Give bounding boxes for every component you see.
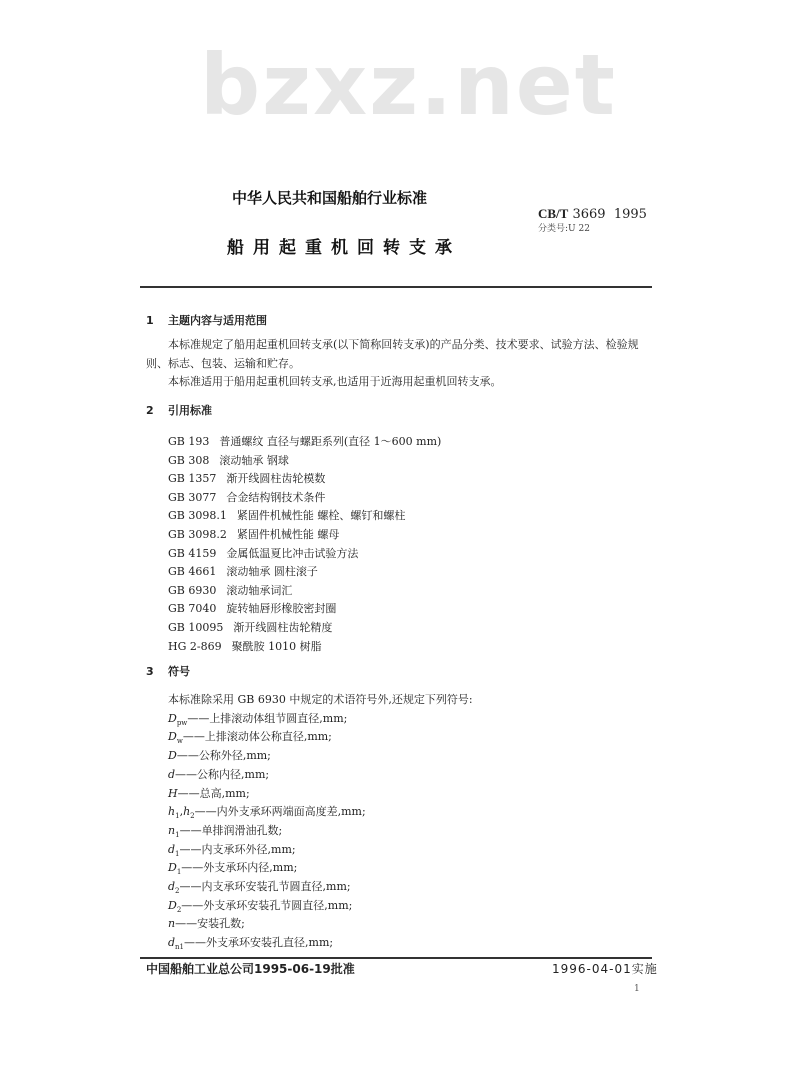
section-number: 1 (146, 314, 154, 327)
symbol-item (168, 785, 473, 804)
paragraph-continuation: 则、标志、包装、运输和贮存。 (146, 356, 300, 370)
standard-code (538, 206, 647, 222)
reference-title: 滚动轴承 钢球 (219, 453, 289, 467)
symbol-item (168, 878, 473, 897)
reference-code: GB 10095 (168, 620, 224, 634)
symbol-description: ——单排润滑油孔数; (179, 823, 283, 837)
symbol-description: ——安装孔数; (175, 917, 245, 931)
symbol-description: ——外支承环安装孔直径,mm; (184, 936, 334, 950)
symbol: d (168, 880, 176, 894)
section-number: 3 (146, 665, 154, 678)
reference-title: 金属低温夏比冲击试验方法 (226, 546, 359, 560)
symbol-subscript: 2 (175, 887, 180, 896)
reference-code: GB 4159 (168, 546, 217, 560)
reference-code: HG 2-869 (168, 639, 222, 653)
reference-code: GB 193 (168, 435, 210, 448)
symbol-item (168, 766, 473, 785)
symbol-subscript: 1 (175, 831, 180, 840)
symbol-description: ——总高,mm; (177, 786, 250, 800)
symbol-subscript: 1 (175, 812, 180, 821)
symbol-subscript: 1 (175, 849, 180, 858)
reference-title: 合金结构钢技术条件 (226, 490, 326, 504)
symbol-subscript: n1 (175, 943, 185, 952)
reference-item (168, 452, 441, 471)
symbol-description: ——内外支承环两端面高度差,mm; (194, 805, 366, 819)
reference-code: GB 6930 (168, 583, 217, 597)
symbol: d (168, 842, 176, 856)
symbol-item (168, 822, 473, 841)
symbol-description: ——公称外径,mm; (176, 749, 271, 763)
reference-code: GB 3098.2 (168, 527, 227, 541)
standard-code-prefix: CB/T (538, 206, 569, 221)
reference-item (168, 563, 441, 582)
reference-code: GB 4661 (168, 565, 217, 579)
reference-title: 旋转轴唇形橡胶密封圈 (226, 602, 337, 616)
standard-code-number: 3669 1995 (572, 207, 647, 222)
reference-title: 滚动轴承词汇 (226, 583, 293, 597)
reference-item (168, 545, 441, 564)
symbol: H (168, 786, 178, 800)
section-heading-2 (146, 404, 212, 418)
reference-code: GB 1357 (168, 472, 217, 486)
symbol: D (168, 898, 177, 912)
section-title: 主题内容与适用范围 (168, 314, 267, 327)
symbol: n (168, 917, 176, 931)
symbol-item (168, 728, 473, 747)
reference-title: 渐开线圆柱齿轮精度 (233, 620, 333, 634)
symbol-description: ——内支承环外径,mm; (179, 842, 296, 856)
symbol: d (168, 767, 176, 781)
reference-code: GB 3098.1 (168, 509, 227, 523)
reference-item (168, 489, 441, 508)
section-title: 符号 (168, 665, 190, 678)
reference-code: GB 7040 (168, 602, 217, 616)
reference-title: 紧固件机械性能 螺栓、螺钉和螺柱 (236, 509, 406, 523)
page-number: 1 (634, 984, 640, 994)
symbol-item: $h_1,h_2——$内外支承环两端面高度差,mm; (168, 805, 366, 821)
symbol-item (168, 934, 473, 953)
reference-list (168, 433, 441, 656)
watermark: bzxz.net (200, 36, 617, 134)
symbol-item (168, 710, 473, 729)
symbol: D (168, 711, 177, 725)
paragraph: 本标准适用于船用起重机回转支承,也适用于近海用起重机回转支承。 (168, 375, 502, 388)
paragraph: 本标准规定了船用起重机回转支承(以下简称回转支承)的产品分类、技术要求、试验方法、检验规 (168, 338, 639, 351)
symbol-subscript: 2 (190, 812, 195, 821)
symbol: n (168, 823, 176, 837)
symbol-description: ——上排滚动体公称直径,mm; (182, 730, 332, 744)
standard-organization: 中华人民共和国船舶行业标准 (232, 189, 428, 207)
symbol-item (168, 915, 473, 934)
reference-code: GB 3077 (168, 490, 217, 504)
symbol-description: ——内支承环安装孔节圆直径,mm; (179, 880, 351, 894)
reference-item (168, 619, 441, 638)
reference-item (168, 600, 441, 619)
section-1-body (146, 336, 656, 392)
reference-code: GB 308 (168, 453, 210, 467)
reference-title: 滚动轴承 圆柱滚子 (226, 565, 318, 579)
reference-item (168, 433, 441, 452)
document-title: 船用起重机回转支承 (227, 238, 461, 258)
symbol-subscript: pw (176, 718, 188, 727)
symbols-intro: 本标准除采用 GB 6930 中规定的术语符号外,还规定下列符号: (168, 693, 473, 706)
footer-divider (140, 957, 652, 959)
reference-title: 紧固件机械性能 螺母 (236, 527, 340, 541)
symbol: d (168, 936, 176, 950)
symbol-subscript: w (176, 737, 183, 746)
section-number: 2 (146, 404, 154, 417)
reference-item (168, 507, 441, 526)
reference-title: 聚酰胺 1010 树脂 (231, 639, 322, 653)
symbol-subscript: 1 (176, 868, 182, 877)
implementation-date: 1996-04-01实施 (552, 962, 658, 976)
approval-date: 中国船舶工业总公司1995-06-19批准 (146, 962, 355, 976)
symbol-list (168, 691, 473, 953)
symbol-item (168, 897, 473, 916)
section-heading-1 (146, 314, 267, 328)
symbol-description: ——外支承环安装孔节圆直径,mm; (181, 898, 353, 912)
reference-item (168, 582, 441, 601)
symbol-subscript: 2 (176, 905, 182, 914)
header-divider (140, 286, 652, 288)
symbol: h (183, 805, 191, 819)
symbol-description: ——公称内径,mm; (175, 767, 270, 781)
symbol-description: ——上排滚动体组节圆直径,mm; (187, 711, 348, 725)
symbol-item (168, 841, 473, 860)
symbol: D (168, 861, 177, 875)
section-title: 引用标准 (168, 404, 212, 417)
reference-item (168, 470, 441, 489)
symbol: h (168, 805, 176, 819)
symbol: D (168, 749, 177, 763)
reference-item (168, 638, 441, 657)
symbol-description: ——外支承环内径,mm; (181, 861, 298, 875)
symbol-item (168, 859, 473, 878)
reference-title: 普通螺纹 直径与螺距系列(直径 1～600 mm) (219, 435, 442, 448)
section-heading-3 (146, 665, 190, 679)
symbol: D (168, 730, 177, 744)
classification-number: 分类号:U 22 (538, 224, 590, 234)
reference-title: 渐开线圆柱齿轮模数 (226, 472, 326, 486)
reference-item (168, 526, 441, 545)
symbol-item (168, 747, 473, 766)
